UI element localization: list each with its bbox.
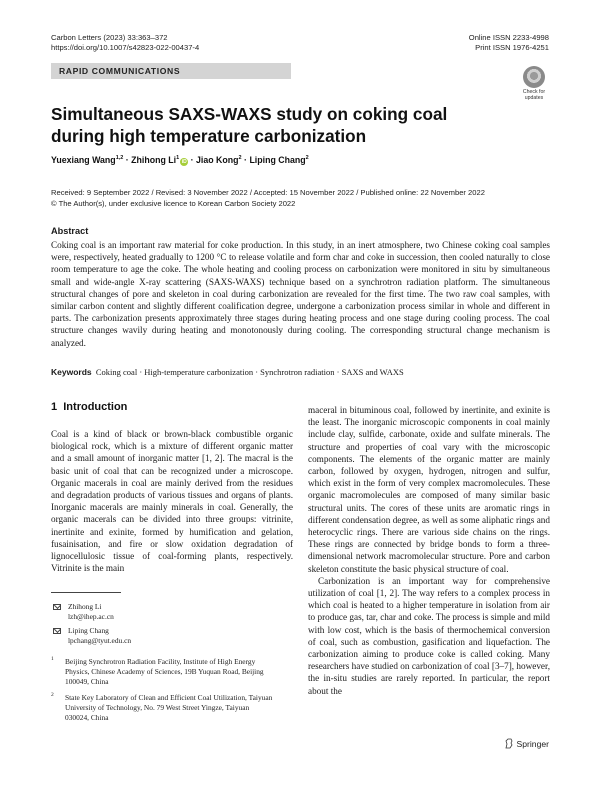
print-issn: Print ISSN 1976-4251 [475,43,549,52]
affiliation-number: 2 [51,692,54,698]
keywords-label: Keywords [51,367,92,377]
section-heading [51,401,127,413]
author-affiliation: 1 [176,155,180,162]
corr-author-name: Liping Chang [68,626,109,635]
author-list [51,155,309,166]
author-affiliation: 2 [305,155,309,162]
online-issn: Online ISSN 2233-4998 [468,33,549,42]
affiliation-text: State Key Laboratory of Clean and Efficient Coal Utilization, Taiyuan University of Technology, No. 79 West Street Yingze, Taiyuan 030024, China [65,693,273,722]
springer-horse-icon [504,738,514,749]
section-number: 1 [51,401,58,413]
author-separator: · [123,155,132,165]
paragraph: maceral in bituminous coal, followed by inertinite, and exinite is the least. The inorganic microscopic components in coal mainly include clay, sulfide, carbonate, oxide and sulfate minerals. The structure and properties of coal vary with the microscopic components. The elements of the organic matter are mainly carbon, followed by oxygen, hydrogen, nitrogen and sulfur, which exist in the form of very complex macromolecules. These organic macromolecules are composed of many similar basic structural units. The cores of these units are aromatic rings in different condensation degree, as well as some aliphatic rings and heterocyclic rings. There are various side chains on the rings. These rings are connected by bridge bonds to form a three-dimensional network macromolecular structure. Pore and carbon skeleton constitute the basic physical structure of coal. [308,405,550,574]
corr-author-name: Zhihong Li [68,602,102,611]
orcid-icon[interactable]: iD [181,159,187,165]
affiliation [51,657,273,686]
abstract-heading: Abstract [51,226,89,236]
corr-author-email[interactable]: lzh@ihep.ac.cn [68,611,114,621]
author-affiliation: 2 [238,155,242,162]
affiliation-text: Beijing Synchrotron Radiation Facility, Institute of High Energy Physics, Chinese Academy of Sciences, 19B Yuquan Road, Beijing 100049, China [65,657,264,686]
check-updates-icon [523,66,545,88]
section-title: Introduction [63,401,128,413]
paragraph: Coal is a kind of black or brown-black combustible organic biological rock, which is a mixture of different organic matter and a small amount of inorganic matter [1, 2]. The macral is the basic unit of coal that can be recognized under a microscope. Organic macerals in coal are mainly derived from the residues and degradation products of various tissues and organs of plants. Inorganic macerals are mainly minerals in coal. Generally, the organic macerals can be divided into three groups: vitrinite, inertinite and exinite, formed by humification and gelation, fusainisation, and fire or slow oxidation degradation of lignocellulosic tissue of coal-forming plants, respectively. Vitrinite is the main [51,429,294,574]
corresponding-author [51,626,281,646]
author-name[interactable]: Liping Chang [249,155,306,165]
envelope-icon [53,604,61,610]
affiliation [51,693,273,722]
author-name[interactable]: Jiao Kong [196,155,239,165]
abstract-text: Coking coal is an important raw material for coke production. In this study, in an inert atmosphere, two Chinese coking coal samples were, respectively, heated gradually to 1200 °C to release volatile and form char and coke in succession, then cooled naturally to close room temperature to age the coke. The whole heating and cooling process on carbonization were monitored in situ by simultaneous small and wide-angle X-ray scattering (SAXS-WAXS) technique based on a synchrotron radiation platform. The simultaneous structural changes of pore and skeleton in coal during carbonization are revealed for the first time. The two raw coal samples, with similar carbon content and slightly different coalification degree, undergone a carbonization process similar in whole and different in parts. The carbonization presents approximately three stages during heating process and one stage during cooling process. The coal structure changes wavily during heating and monotonously during cooling. The corresponding structural change mechanism is analyzed. [51,240,550,348]
check-for-updates-button[interactable] [518,66,550,100]
author-name[interactable]: Yuexiang Wang [51,155,116,165]
doi-link[interactable]: https://doi.org/10.1007/s42823-022-00437-4 [51,43,200,52]
corresponding-author [51,602,281,622]
copyright-notice: © The Author(s), under exclusive licence to Korean Carbon Society 2022 [51,198,296,208]
affiliation-number: 1 [51,656,54,662]
body-column-right [308,404,550,697]
article-type-banner: RAPID COMMUNICATIONS [51,63,291,79]
author-name[interactable]: Zhihong Li [131,155,177,165]
publisher-name: Springer [516,738,549,749]
keywords [51,367,404,377]
citation-link[interactable]: 2 [214,453,220,464]
corr-author-email[interactable]: lpchang@tyut.edu.cn [68,635,132,645]
publisher-logo [504,738,549,749]
author-separator: · [241,155,250,165]
citation-link[interactable]: 1 [379,588,385,599]
journal-header [51,33,199,53]
author-affiliation: 1,2 [115,155,124,162]
issn-header [469,33,549,53]
citation-link[interactable]: 2 [389,588,395,599]
envelope-icon [53,628,61,634]
footnote-divider [51,592,121,593]
citation-link[interactable]: 3–7 [494,661,509,672]
article-dates: Received: 9 September 2022 / Revised: 3 November 2022 / Accepted: 15 November 2022 / Published online: 22 November 2022 [51,188,485,197]
check-updates-label: Check for updates [522,89,546,101]
keywords-text: Coking coal · High-temperature carbonization · Synchrotron radiation · SAXS and WAXS [95,367,404,377]
author-separator: · [188,155,197,165]
article-title: Simultaneous SAXS-WAXS study on coking coal during high temperature carbonization [51,104,448,146]
paragraph: Carbonization is an important way for comprehensive utilization of coal [1, 2]. The way refers to a complex process in which coal is heated to a higher temperature in isolation from air to produce gas, tar, char and coke. The process is simple and mild with low cost, which is the basis of thermochemical conversion of coal, such as combustion, gasification and liquefaction. The carbonization aiming to produce coke is called coking. Many researchers have studied on carbonization of coal [3–7], however, the in-situ studies are rarely reported. In particular, the report about the [308,575,550,696]
citation-link[interactable]: 1 [205,453,210,464]
publication-history [51,188,485,209]
journal-citation: Carbon Letters (2023) 33:363–372 [51,33,168,42]
body-column-left [51,428,293,574]
